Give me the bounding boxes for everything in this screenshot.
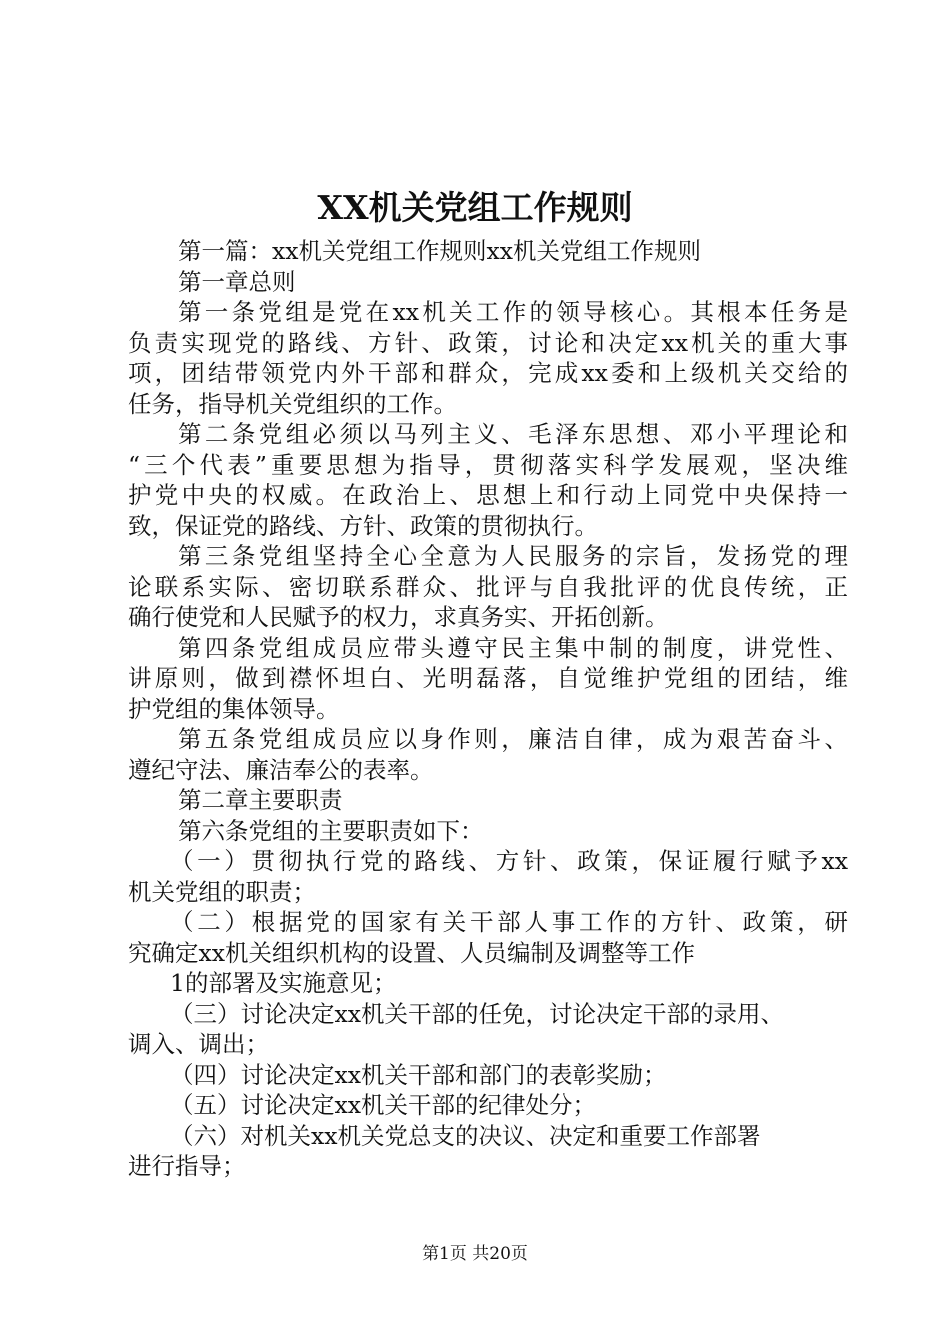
text-line: 负责实现党的路线、方针、政策，讨论和决定xx机关的重大事 [128,328,848,357]
document-title: XX机关党组工作规则 [317,188,633,227]
text-line: 护党中央的权威。在政治上、思想上和行动上同党中央保持一 [128,481,848,509]
text-line: 论联系实际、密切联系群众、批评与自我批评的优良传统，正 [128,572,848,601]
page-number-footer: 第1页 共20页 [422,1244,528,1264]
text-line: 遵纪守法、廉洁奉公的表率。 [128,755,434,784]
text-line: （二）根据党的国家有关干部人事工作的方针、政策，研 [170,908,848,936]
text-line: （三）讨论决定xx机关干部的任免，讨论决定干部的录用、 [170,999,785,1028]
text-line: 第五条党组成员应以身作则，廉洁自律，成为艰苦奋斗、 [178,725,848,753]
text-line: 致，保证党的路线、方针、政策的贯彻执行。 [128,511,598,540]
text-line: 第二条党组必须以马列主义、毛泽东思想、邓小平理论和 [178,420,848,448]
chapter-heading: 第二章主要职责 [178,786,343,814]
text-line: 第六条党组的主要职责如下： [178,816,484,845]
text-line: （六）对机关xx机关党总支的决议、决定和重要工作部署 [170,1121,761,1150]
text-line: （一）贯彻执行党的路线、方针、政策，保证履行赋予xx [170,847,848,875]
text-line: 第一篇：xx机关党组工作规则xx机关党组工作规则 [178,237,702,265]
text-line: 调入、调出； [128,1030,269,1058]
text-line: 第三条党组坚持全心全意为人民服务的宗旨，发扬党的理 [178,542,848,570]
text-line: （五）讨论决定xx机关干部的纪律处分； [170,1091,597,1119]
text-line: 护党组的集体领导。 [128,694,340,723]
text-line: 项，团结带领党内外干部和群众，完成xx委和上级机关交给的 [128,359,848,387]
text-line: 究确定xx机关组织机构的设置、人员编制及调整等工作 [128,938,696,967]
text-line: 1的部署及实施意见； [170,969,397,997]
text-line: 机关党组的职责； [128,877,316,906]
text-line: （四）讨论决定xx机关干部和部门的表彰奖励； [170,1060,667,1089]
text-line: 确行使党和人民赋予的权力，求真务实、开拓创新。 [128,603,669,631]
chapter-heading: 第一章总则 [178,267,296,296]
text-line: “三个代表”重要思想为指导，贯彻落实科学发展观，坚决维 [128,450,848,479]
text-line: 进行指导； [128,1152,246,1180]
text-line: 第四条党组成员应带头遵守民主集中制的制度，讲党性、 [178,633,848,662]
text-line: 讲原则，做到襟怀坦白、光明磊落，自觉维护党组的团结，维 [128,664,848,692]
text-line: 第一条党组是党在xx机关工作的领导核心。其根本任务是 [178,298,848,326]
document-body [128,236,848,1182]
text-line: 任务，指导机关党组织的工作。 [128,389,457,418]
